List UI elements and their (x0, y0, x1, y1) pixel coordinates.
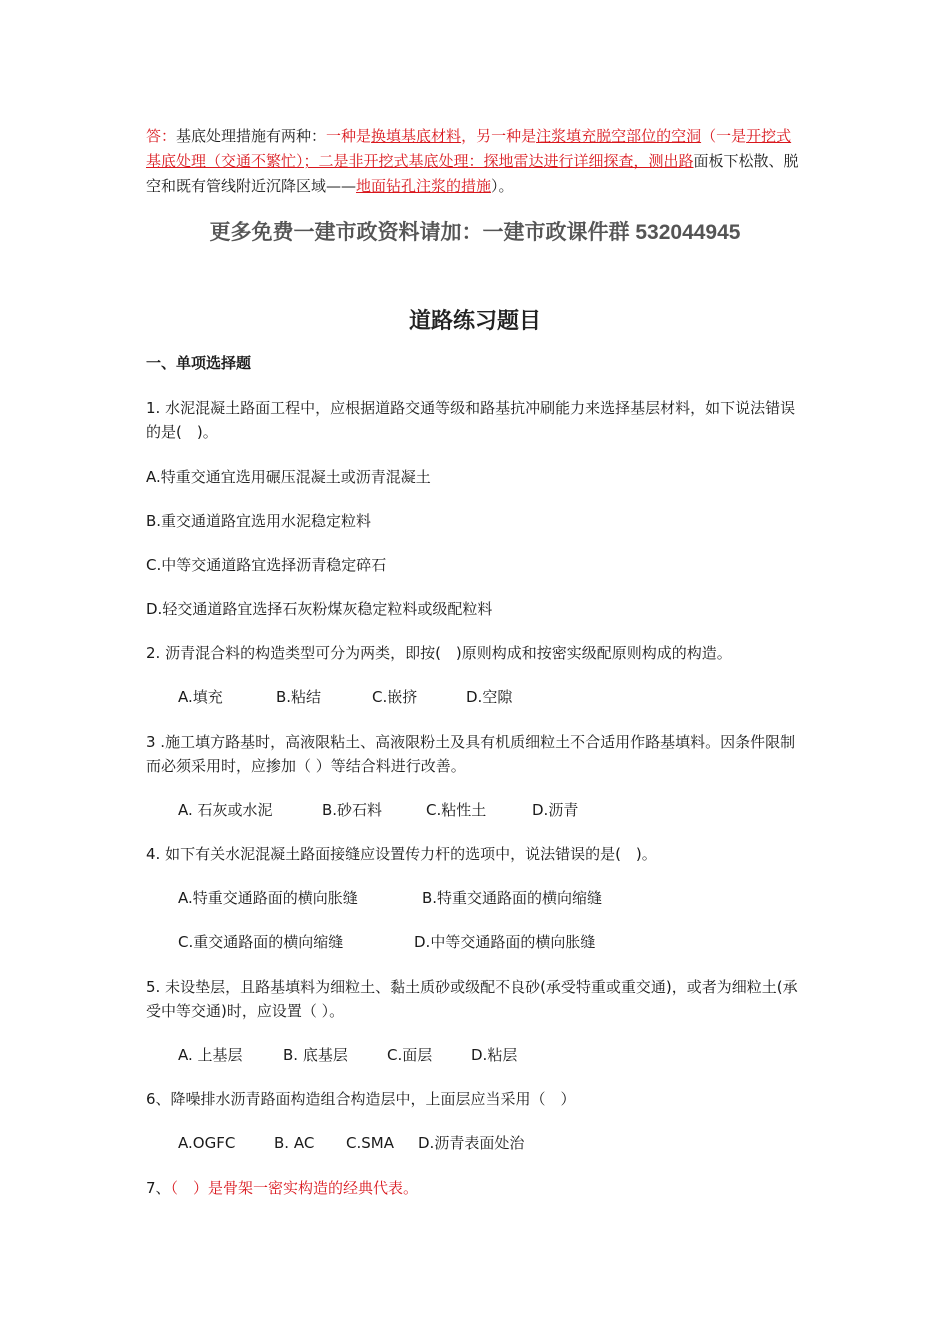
answer-text-4: （一是 (701, 127, 747, 145)
promo-banner: 更多免费一建市政资料请加：一建市政课件群 532044945 (209, 221, 741, 244)
question-2: 2. 沥青混合料的构造类型可分为两类，即按( )原则构成和按密实级配原则构成的构造。 (146, 644, 732, 662)
q5-option-b: B. 底基层 (283, 1046, 348, 1064)
question-3 (146, 730, 806, 778)
q6-option-d: D.沥青表面处治 (418, 1134, 525, 1152)
answer-underline-2: 注浆填充脱空部位的空洞 (536, 127, 702, 145)
q6-option-c: C.SMA (346, 1134, 394, 1152)
answer-underline-1: 换填基底材料 (371, 127, 462, 145)
question-1-option-b: B.重交通道路宜选用水泥稳定粒料 (146, 512, 372, 530)
answer-underline-4: 地面钻孔注浆的措施 (356, 177, 492, 195)
answer-text-6: ）。 (491, 177, 514, 195)
question-2-options (178, 685, 512, 709)
question-3-text: 3 .施工填方路基时，高液限粘土、高液限粉土及具有机质细粒土不合适用作路基填料。因条件限制而必须采用时，应掺加（ ）等结合料进行改善。 (146, 733, 796, 775)
question-4-options-row-2 (178, 930, 595, 954)
q4-option-d: D.中等交通路面的横向胀缝 (414, 933, 596, 951)
question-6: 6、降噪排水沥青路面构造组合构造层中，上面层应当采用（ ） (146, 1090, 576, 1108)
question-3-options (178, 798, 578, 822)
q2-option-d: D.空隙 (466, 688, 513, 706)
question-1-option-c: C.中等交通道路宜选择沥青稳定碎石 (146, 556, 387, 574)
answer-underline-3: 开挖式基底处理（交通不繁忙）；二是非开挖式基底处理：探地雷达进行详细探查，测出路 (146, 127, 792, 170)
q4-option-a: A.特重交通路面的横向胀缝 (178, 889, 358, 907)
answer-prefix: 答： (146, 127, 177, 145)
question-1: 1. 水泥混凝土路面工程中，应根据道路交通等级和路基抗冲刷能力来选择基层材料，如下说法错误的是( )。 (146, 399, 796, 441)
q3-option-d: D.沥青 (532, 801, 579, 819)
page-title: 道路练习题目 (408, 308, 541, 333)
question-7 (146, 1176, 806, 1200)
answer-text-3: ，另一种是 (461, 127, 537, 145)
answer-text-5: 面板下松散、脱空和既有管线附近沉降区域—— (146, 152, 799, 195)
question-1-option-a: A.特重交通宜选用碾压混凝土或沥青混凝土 (146, 468, 431, 486)
q3-option-a: A. 石灰或水泥 (178, 801, 273, 819)
q6-option-b: B. AC (274, 1134, 315, 1152)
question-7-text: （ ）是骨架一密实构造的经典代表。 (170, 1179, 419, 1197)
answer-paragraph (146, 124, 806, 199)
question-7-number: 7、 (146, 1179, 171, 1197)
answer-text-2: 一种是 (326, 127, 372, 145)
q4-option-b: B.特重交通路面的横向缩缝 (422, 889, 603, 907)
q2-option-b: B.粘结 (276, 688, 322, 706)
q3-option-b: B.砂石料 (322, 801, 383, 819)
q2-option-c: C.嵌挤 (372, 688, 418, 706)
q4-option-c: C.重交通路面的横向缩缝 (178, 933, 344, 951)
question-4: 4. 如下有关水泥混凝土路面接缝应设置传力杆的选项中，说法错误的是( )。 (146, 845, 657, 863)
question-4-options-row-1 (178, 886, 602, 910)
question-5-options (178, 1043, 517, 1067)
q2-option-a: A.填充 (178, 688, 223, 706)
question-1-option-d: D.轻交通道路宜选择石灰粉煤灰稳定粒料或级配粒料 (146, 600, 493, 618)
question-5: 5. 未设垫层，且路基填料为细粒土、黏土质砂或级配不良砂(承受特重或重交通)，或者为细粒土(承受中等交通)时，应设置（ ）。 (146, 978, 798, 1020)
q6-option-a: A.OGFC (178, 1134, 236, 1152)
q5-option-a: A. 上基层 (178, 1046, 243, 1064)
section-heading: 一、单项选择题 (146, 354, 252, 372)
q5-option-d: D.粘层 (471, 1046, 518, 1064)
q3-option-c: C.粘性土 (426, 801, 487, 819)
answer-text-1: 基底处理措施有两种： (176, 127, 327, 145)
q5-option-c: C.面层 (387, 1046, 433, 1064)
question-6-options (178, 1131, 524, 1155)
